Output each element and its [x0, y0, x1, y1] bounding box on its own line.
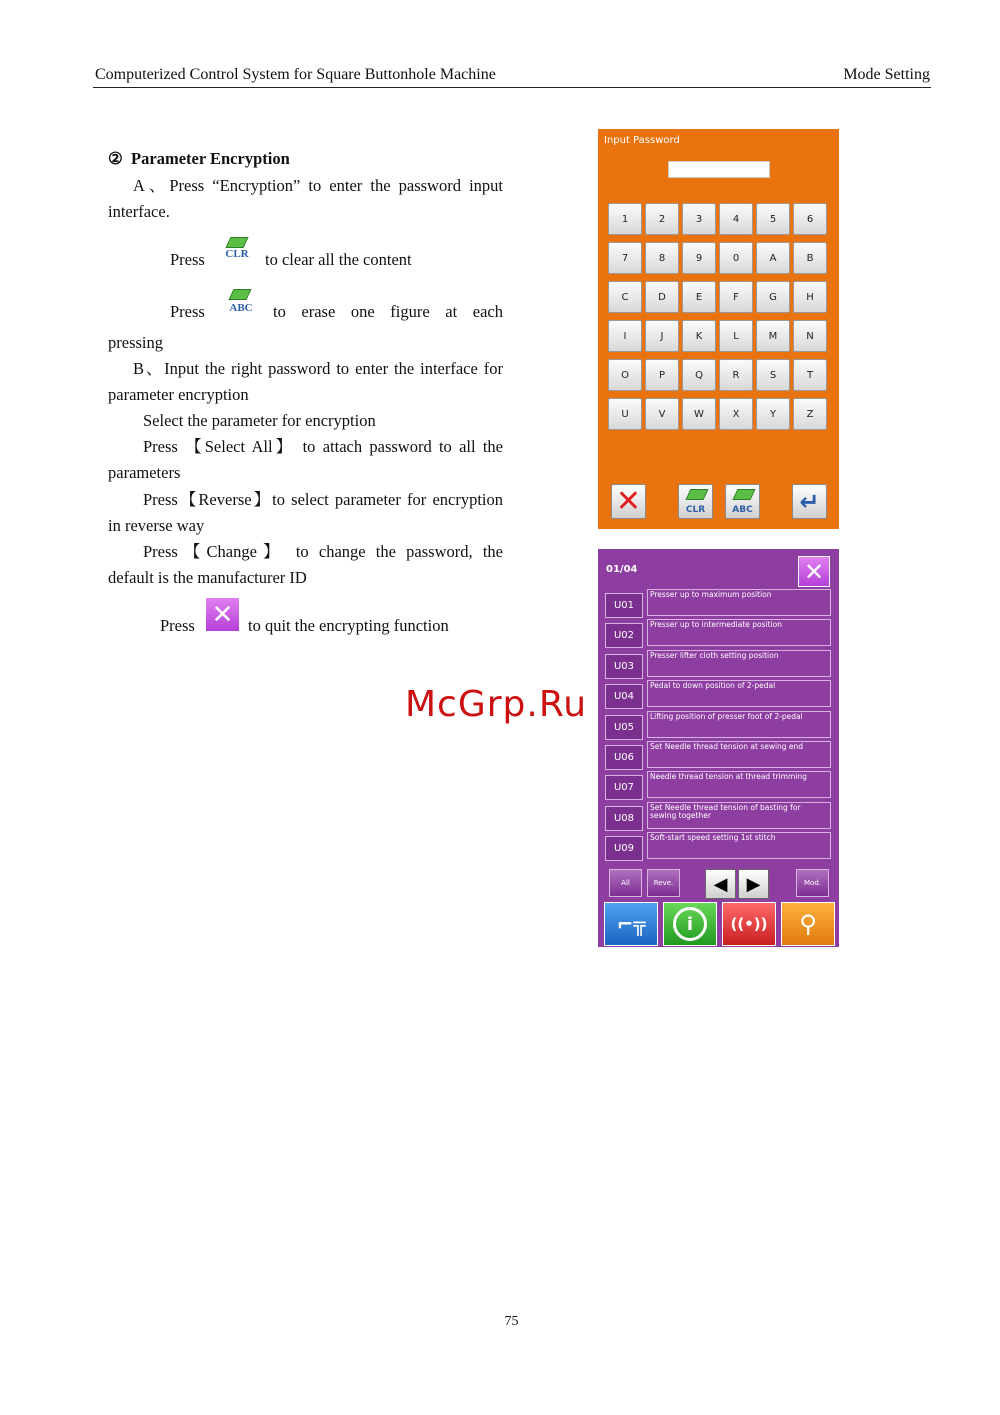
- next-page-button[interactable]: [738, 869, 769, 899]
- change-button[interactable]: Mod.: [796, 869, 829, 897]
- page-indicator: 01/04: [606, 564, 638, 575]
- parameter-row[interactable]: [605, 681, 833, 709]
- abc-description: to erase one figure at each: [273, 302, 503, 321]
- key-0[interactable]: 0: [719, 242, 753, 274]
- close-icon: ✕: [803, 557, 825, 586]
- quit-press-label: Press: [160, 616, 195, 635]
- parameter-description: Presser up to maximum position: [647, 589, 831, 616]
- key-2[interactable]: 2: [645, 203, 679, 235]
- reverse-line1: Press【Reverse】to select parameter for encryption: [143, 490, 503, 509]
- clr-eraser-icon: CLR: [219, 233, 255, 263]
- section-marker: ②: [108, 149, 123, 168]
- eraser-icon: [732, 489, 755, 500]
- parameter-description: Lifting position of presser foot of 2-pedal: [647, 711, 831, 738]
- parameter-row[interactable]: [605, 742, 833, 770]
- header-rule: [93, 87, 931, 88]
- info-button[interactable]: [663, 902, 717, 946]
- key-m[interactable]: M: [756, 320, 790, 352]
- triangle-left-icon: ◀: [713, 873, 728, 895]
- parameter-code[interactable]: U06: [605, 745, 643, 770]
- parameter-description: Presser lifter cloth setting position: [647, 650, 831, 677]
- parameter-description: Needle thread tension at thread trimming: [647, 771, 831, 798]
- parameter-description: Set Needle thread tension of basting for sewing together: [647, 802, 831, 829]
- key-n[interactable]: N: [793, 320, 827, 352]
- key-r[interactable]: R: [719, 359, 753, 391]
- parameter-code[interactable]: U01: [605, 593, 643, 618]
- select-instruction: Select the parameter for encryption: [143, 411, 376, 430]
- parameter-code[interactable]: U09: [605, 836, 643, 861]
- step-b-line1: B、Input the right password to enter the interface for: [133, 359, 503, 378]
- cancel-x-icon: ✕: [615, 483, 642, 519]
- running-header-section: Mode Setting: [843, 66, 930, 83]
- key-4[interactable]: 4: [719, 203, 753, 235]
- parameter-description: Presser up to intermediate position: [647, 619, 831, 646]
- parameter-encryption-panel: [598, 549, 839, 947]
- abc-description-cont: pressing: [108, 333, 163, 352]
- info-icon: i: [673, 907, 707, 941]
- close-button[interactable]: [798, 556, 830, 587]
- key-i[interactable]: I: [608, 320, 642, 352]
- key-b[interactable]: B: [793, 242, 827, 274]
- search-button[interactable]: [781, 902, 835, 946]
- communication-button[interactable]: [722, 902, 776, 946]
- abc-press-label: Press: [170, 302, 205, 321]
- reverse-line2: in reverse way: [108, 516, 205, 535]
- key-z[interactable]: Z: [793, 398, 827, 430]
- key-t[interactable]: T: [793, 359, 827, 391]
- section-heading: [108, 146, 290, 172]
- eraser-icon: [685, 489, 708, 500]
- key-3[interactable]: 3: [682, 203, 716, 235]
- running-header-title: Computerized Control System for Square Buttonhole Machine: [95, 66, 496, 83]
- key-a[interactable]: A: [756, 242, 790, 274]
- password-input-panel: [598, 129, 839, 529]
- key-d[interactable]: D: [645, 281, 679, 313]
- key-h[interactable]: H: [793, 281, 827, 313]
- key-w[interactable]: W: [682, 398, 716, 430]
- select-all-button[interactable]: All: [609, 869, 642, 897]
- enter-arrow-icon: ↵: [799, 487, 820, 516]
- key-6[interactable]: 6: [793, 203, 827, 235]
- key-s[interactable]: S: [756, 359, 790, 391]
- password-panel-title: Input Password: [604, 135, 680, 146]
- parameter-code[interactable]: U04: [605, 684, 643, 709]
- select-all-line2: parameters: [108, 463, 181, 482]
- parameter-description: Pedal to down position of 2-pedal: [647, 680, 831, 707]
- change-line2: default is the manufacturer ID: [108, 568, 307, 587]
- parameter-code[interactable]: U07: [605, 775, 643, 800]
- key-v[interactable]: V: [645, 398, 679, 430]
- clr-description: to clear all the content: [265, 250, 412, 269]
- close-icon: ✕: [206, 598, 239, 631]
- password-field[interactable]: [668, 161, 770, 178]
- key-1[interactable]: 1: [608, 203, 642, 235]
- step-a-line1: A、Press “Encryption” to enter the password input: [133, 176, 503, 195]
- key-8[interactable]: 8: [645, 242, 679, 274]
- parameter-row[interactable]: [605, 711, 833, 740]
- cancel-button[interactable]: [611, 484, 646, 519]
- parameter-description: Set Needle thread tension at sewing end: [647, 741, 831, 768]
- key-f[interactable]: F: [719, 281, 753, 313]
- key-g[interactable]: G: [756, 281, 790, 313]
- password-keypad: [608, 203, 827, 430]
- key-9[interactable]: 9: [682, 242, 716, 274]
- clr-button[interactable]: CLR: [678, 484, 713, 519]
- key-l[interactable]: L: [719, 320, 753, 352]
- key-o[interactable]: O: [608, 359, 642, 391]
- select-all-line1: Press 【Select All】 to attach password to all the: [143, 437, 503, 456]
- parameter-code[interactable]: U03: [605, 654, 643, 679]
- triangle-right-icon: ▶: [746, 873, 761, 895]
- parameter-code[interactable]: U05: [605, 715, 643, 740]
- parameter-row[interactable]: [605, 590, 833, 618]
- parameter-code[interactable]: U02: [605, 623, 643, 648]
- step-a-line2: interface.: [108, 202, 170, 221]
- key-p[interactable]: P: [645, 359, 679, 391]
- key-k[interactable]: K: [682, 320, 716, 352]
- page-number: 75: [504, 1314, 519, 1329]
- sewing-mode-button[interactable]: [604, 902, 658, 946]
- parameter-row[interactable]: [605, 620, 833, 648]
- parameter-row[interactable]: [605, 772, 833, 800]
- step-b-line2: parameter encryption: [108, 385, 249, 404]
- key-x[interactable]: X: [719, 398, 753, 430]
- abc-eraser-icon: ABC: [222, 285, 260, 317]
- clr-press-label: Press: [170, 250, 205, 269]
- enter-button[interactable]: [792, 484, 827, 519]
- parameter-row[interactable]: [605, 650, 833, 679]
- key-e[interactable]: E: [682, 281, 716, 313]
- prev-page-button[interactable]: [705, 869, 736, 899]
- parameter-row[interactable]: [605, 802, 833, 831]
- parameter-description: Soft-start speed setting 1st stitch: [647, 832, 831, 859]
- change-line1: Press【Change】 to change the password, the: [143, 542, 503, 561]
- key-7[interactable]: 7: [608, 242, 642, 274]
- key-y[interactable]: Y: [756, 398, 790, 430]
- key-q[interactable]: Q: [682, 359, 716, 391]
- reverse-button[interactable]: Reve.: [647, 869, 680, 897]
- section-title: Parameter Encryption: [131, 149, 290, 168]
- key-j[interactable]: J: [645, 320, 679, 352]
- signal-icon: ((•)): [730, 915, 768, 933]
- parameter-row[interactable]: [605, 833, 833, 861]
- quit-description: to quit the encrypting function: [248, 616, 449, 635]
- key-5[interactable]: 5: [756, 203, 790, 235]
- key-c[interactable]: C: [608, 281, 642, 313]
- key-u[interactable]: U: [608, 398, 642, 430]
- sewing-machine-icon: ⌐╦: [616, 912, 646, 936]
- watermark: McGrp.Ru: [405, 684, 588, 725]
- search-icon: ⚲: [799, 910, 817, 938]
- parameter-code[interactable]: U08: [605, 806, 643, 831]
- abc-button[interactable]: ABC: [725, 484, 760, 519]
